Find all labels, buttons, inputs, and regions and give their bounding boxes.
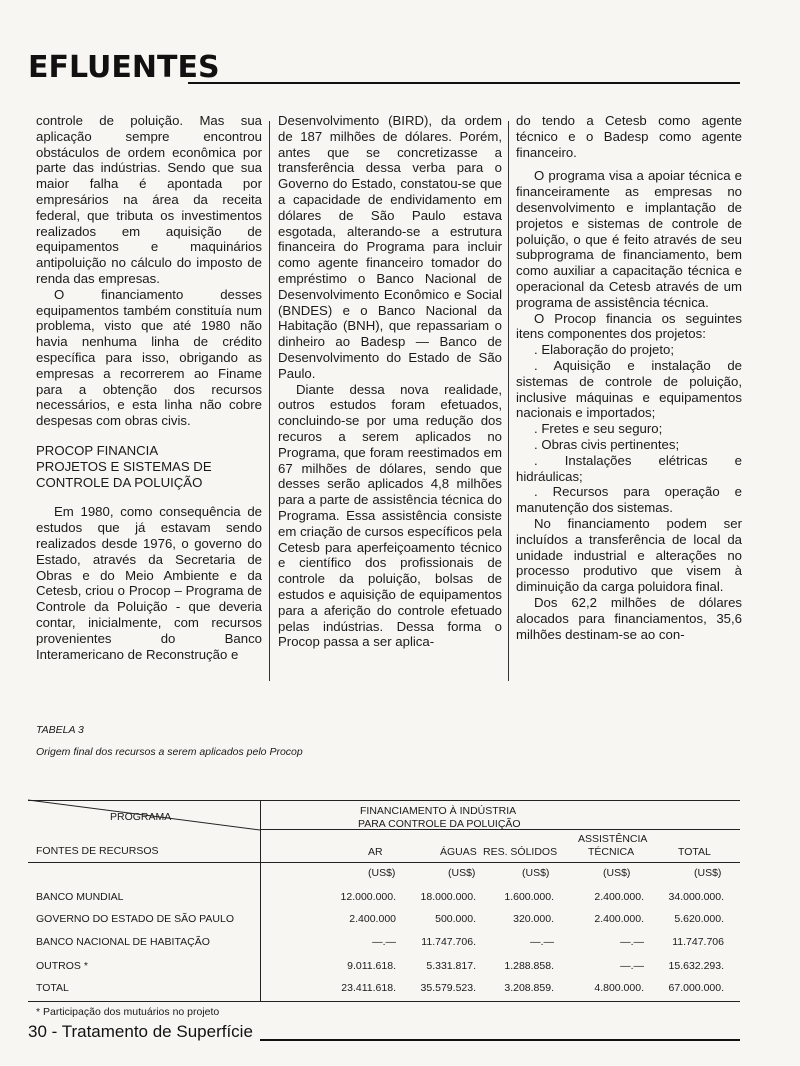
column-header: ASSISTÊNCIA bbox=[578, 833, 648, 845]
header-rule bbox=[188, 82, 740, 84]
paragraph: controle de poluição. Mas sua aplicação sempre encontrou obstáculos de ordem econômica por parte das indústrias. Sendo que sua maior falha é apontada por empresários na área da receita federal, que tributa os investimentos realizados em aquisição de equipamentos e maquinários antipoluição no cálculo do imposto de renda das empresas. bbox=[36, 113, 262, 286]
column-header: AR bbox=[368, 846, 383, 858]
table-cell: 5.620.000. bbox=[674, 913, 724, 925]
column-1 bbox=[36, 113, 262, 662]
list-item: . Elaboração do projeto; bbox=[534, 342, 675, 358]
unit-label: (US$) bbox=[603, 867, 631, 879]
table-cell: 12.000.000. bbox=[340, 891, 396, 903]
section-title: EFLUENTES bbox=[28, 50, 220, 85]
paragraph: O Procop financia os seguintes itens componentes dos projetos: bbox=[516, 310, 742, 342]
table-cell: 5.331.817. bbox=[426, 960, 476, 972]
group-header: FINANCIAMENTO À INDÚSTRIA bbox=[360, 805, 517, 817]
column-header: ÁGUAS bbox=[440, 846, 477, 858]
list-item: . Obras civis pertinentes; bbox=[534, 436, 680, 452]
table-cell: —.— bbox=[620, 936, 644, 948]
section-heading bbox=[36, 443, 262, 490]
column-header: TOTAL bbox=[678, 846, 711, 858]
row-label: BANCO NACIONAL DE HABITAÇÃO bbox=[36, 936, 210, 948]
table-caption: Origem final dos recursos a serem aplicados pelo Procop bbox=[36, 746, 303, 758]
paragraph: Desenvolvimento (BIRD), da ordem de 187 milhões de dólares. Porém, antes que se concretizasse a transferência dessa verba para o Governo do Estado, constatou-se que a capacidade de endividamento em dólares de São Paulo estava esgotada, alterando-se a estrutura financeira do Programa para incluir como agente financeiro tomador do empréstimo o Banco Nacional de Desenvolvimento Econômico e Social (BNDES) e o Banco Nacional da Habitação (BNH), que repassariam o dinheiro ao Badesp — Banco de Desenvolvimento do Estado de São Paulo. bbox=[278, 113, 502, 381]
column-2 bbox=[278, 113, 502, 650]
row-label: GOVERNO DO ESTADO DE SÃO PAULO bbox=[36, 913, 234, 925]
row-label: BANCO MUNDIAL bbox=[36, 891, 124, 903]
footer-rule bbox=[260, 1039, 740, 1041]
unit-label: (US$) bbox=[522, 867, 550, 879]
heading-line: PROJETOS E SISTEMAS DE bbox=[36, 458, 212, 474]
table-cell: 1.600.000. bbox=[504, 891, 554, 903]
unit-label: (US$) bbox=[368, 867, 396, 879]
unit-label: (US$) bbox=[694, 867, 722, 879]
paragraph: do tendo a Cetesb como agente técnico e o Badesp como agente financeiro. bbox=[516, 113, 742, 160]
table-cell: 35.579.523. bbox=[420, 982, 476, 994]
table-rule bbox=[28, 862, 740, 863]
paragraph: O financiamento desses equipamentos também constituía num problema, visto que até 1980 não havia nenhuma linha de crédito específica para isso, obrigando as empresas a recorrerem ao Finame para a obtenção dos recursos necessários, e esta linha não cobre despesas com obras civis. bbox=[36, 286, 262, 429]
list-item: . Recursos para operação e manutenção dos sistemas. bbox=[516, 484, 742, 516]
table-cell: 11.747.706 bbox=[672, 936, 724, 948]
footer-text: 30 - Tratamento de Superfície bbox=[28, 1022, 253, 1041]
table-cell: 3.208.859. bbox=[504, 982, 554, 994]
table-cell: 320.000. bbox=[513, 913, 554, 925]
paragraph: O programa visa a apoiar técnica e financeiramente as empresas no desenvolvimento e implantação de projetos e sistemas de controle de poluição, o que é feito através de seu subprograma de financiamento, bem como auxiliar a capacitação técnica e operacional da Cetesb através de um programa de assistência técnica. bbox=[516, 168, 742, 310]
table-cell: 500.000. bbox=[435, 913, 476, 925]
heading-line: PROCOP FINANCIA bbox=[36, 442, 159, 458]
table-label: TABELA 3 bbox=[36, 724, 84, 736]
list-item: . Fretes e seu seguro; bbox=[534, 421, 663, 437]
column-divider bbox=[269, 121, 270, 681]
group-header: PARA CONTROLE DA POLUIÇÃO bbox=[358, 818, 521, 830]
corner-header-program: PROGRAMA bbox=[110, 811, 172, 823]
paragraph: No financiamento podem ser incluídos a transferência de local da unidade industrial e alterações no processo produtivo que visem à diminuição da carga poluidora final. bbox=[516, 515, 742, 595]
resources-table bbox=[28, 800, 740, 1002]
list-item: . Aquisição e instalação de sistemas de controle de poluição, inclusive máquinas e equipamentos nacionais e importados; bbox=[516, 357, 742, 421]
page-footer bbox=[28, 1022, 740, 1046]
table-cell: —.— bbox=[530, 936, 554, 948]
corner-header-sources: FONTES DE RECURSOS bbox=[36, 845, 159, 857]
table-footnote: * Participação dos mutuários no projeto bbox=[36, 1006, 220, 1018]
paragraph: Dos 62,2 milhões de dólares alocados para financiamentos, 35,6 milhões destinam-se ao con- bbox=[516, 594, 742, 642]
row-label: OUTROS * bbox=[36, 960, 88, 972]
column-header: TÉCNICA bbox=[588, 846, 635, 858]
table-cell: —.— bbox=[372, 936, 396, 948]
table-divider bbox=[260, 800, 261, 1002]
table-cell: 2.400.000. bbox=[594, 913, 644, 925]
paragraph: Diante dessa nova realidade, outros estudos foram efetuados, concluindo-se por uma redução dos recuros a serem aplicados no Programa, que foram reestimados em 67 milhões de dólares, sendo que desses serão aplicados 4,8 milhões para a parte de assistência técnica do Programa. Essa assistência consiste em criação de cursos específicos pela Cetesb para aperfeiçoamento técnico e científico dos profissionais de controle da poluição, bolsas de estudos e aquisição de equipamentos para a aferição do controle efetuado pelas indústrias. Dessa forma o Procop passa a ser aplica- bbox=[278, 381, 502, 650]
table-rule bbox=[28, 1001, 740, 1002]
table-cell: 23.411.618. bbox=[341, 982, 396, 994]
table-cell: 15.632.293. bbox=[668, 960, 724, 972]
table-cell: 2.400.000 bbox=[349, 913, 396, 925]
table-cell: 2.400.000. bbox=[594, 891, 644, 903]
article-body bbox=[36, 113, 742, 683]
row-label: TOTAL bbox=[36, 982, 69, 994]
unit-label: (US$) bbox=[448, 867, 476, 879]
table-cell: —.— bbox=[620, 960, 644, 972]
table-cell: 34.000.000. bbox=[668, 891, 724, 903]
column-header: RES. SÓLIDOS bbox=[483, 846, 558, 858]
table-cell: 18.000.000. bbox=[420, 891, 476, 903]
table-cell: 1.288.858. bbox=[504, 960, 554, 972]
paragraph: Em 1980, como consequência de estudos que já estavam sendo realizados desde 1976, o governo do Estado, através da Secretaria de Obras e do Meio Ambiente e da Cetesb, criou o Procop – Programa de Controle da Poluição - que deveria contar, inicialmente, com recursos provenientes do Banco Interamericano de Reconstrução e bbox=[36, 504, 262, 662]
table-cell: 4.800.000. bbox=[594, 982, 644, 994]
list-item: . Instalações elétricas e hidráulicas; bbox=[516, 452, 742, 484]
heading-line: CONTROLE DA POLUIÇÃO bbox=[36, 474, 203, 490]
page-header bbox=[28, 48, 740, 92]
table-cell: 67.000.000. bbox=[668, 982, 724, 994]
table-cell: 11.747.706. bbox=[421, 936, 476, 948]
column-divider bbox=[508, 121, 509, 681]
table-cell: 9.011.618. bbox=[347, 960, 396, 972]
column-3 bbox=[516, 113, 742, 642]
